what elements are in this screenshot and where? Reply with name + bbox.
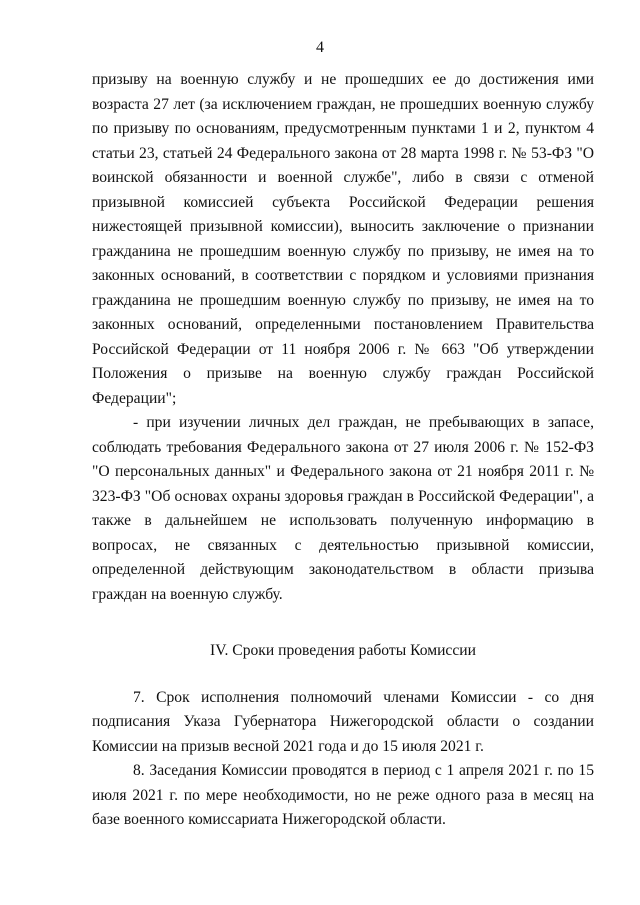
- page-number: 4: [316, 39, 324, 56]
- paragraph-8: 8. Заседания Комиссии проводятся в период с 1 апреля 2021 г. по 15 июля 2021 г. по мере необходимости, но не реже одного раза в месяц на базе военного комиссариата Нижегородской области.: [92, 762, 594, 828]
- page-body: [92, 68, 594, 833]
- paragraph-7: 7. Срок исполнения полномочий членами Комиссии - со дня подписания Указа Губернатора Нижегородской области о создании Комиссии на призыв весной 2021 года и до 15 июля 2021 г.: [92, 688, 594, 755]
- section-heading: IV. Сроки проведения работы Комиссии: [210, 642, 476, 659]
- paragraph-personal-data-requirements: - при изучении личных дел граждан, не пребывающих в запасе, соблюдать требования Федерального закона от 27 июля 2006 г. № 152-ФЗ "О персональных данных" и Федерального закона от 21 ноября 2011 г. № 323-ФЗ "Об основах охраны здоровья граждан в Российской Федерации", а также в дальнейшем не использовать полученную информацию в вопросах, не связанных с деятельностью призывной комиссии, определенной действующим законодательством в области призыва граждан на военную службу.: [92, 414, 594, 603]
- paragraph-continued-from-previous-page: призыву на военную службу и не прошедших ее до достижения ими возраста 27 лет (за исключением граждан, не прошедших военную службу по призыву по основаниям, предусмотренным пунктами 1 и 2, пунктом 4 статьи 23, статьей 24 Федерального закона от 28 марта 1998 г. № 53-ФЗ "О воинской обязанности и военной службе", либо в связи с отменой призывной комиссией субъекта Российской Федерации решения нижестоящей призывной комиссии), выносить заключение о признании гражданина не прошедшим военную службу по призыву, не имея на то законных оснований, в соответствии с порядком и условиями признания гражданина не прошедшим военную службу по призыву, не имея на то законных оснований, определенными постановлением Правительства Российской Федерации от 11 ноября 2006 г. № 663 "Об утверждении Положения о призыве на военную службу граждан Российской Федерации";: [92, 71, 594, 407]
